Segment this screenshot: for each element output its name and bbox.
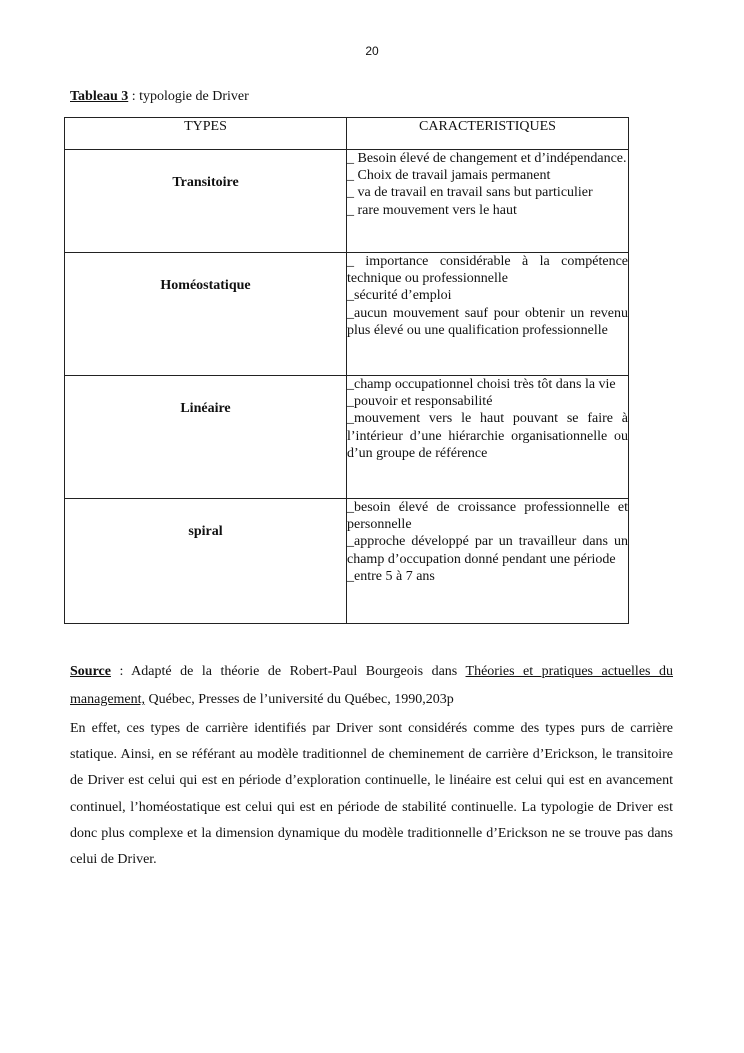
characteristics-cell	[347, 253, 629, 376]
characteristic-item: _ Choix de travail jamais permanent	[347, 168, 551, 184]
characteristics-cell	[347, 499, 629, 624]
source-suffix: Québec, Presses de l’université du Québec, 1990,203p	[145, 692, 454, 707]
type-cell	[65, 499, 347, 624]
characteristic-item: _sécurité d’emploi	[347, 288, 452, 304]
type-label: Homéostatique	[160, 278, 251, 293]
type-cell	[65, 376, 347, 499]
characteristic-item: _besoin élevé de croissance professionnelle et personnelle	[347, 500, 628, 533]
table-header-row	[65, 118, 629, 150]
source-prefix: : Adapté de la théorie de Robert-Paul Bourgeois dans	[110, 664, 466, 679]
table-row	[65, 376, 629, 499]
characteristics-cell	[347, 150, 629, 253]
characteristics-cell	[347, 376, 629, 499]
characteristic-item: _ va de travail en travail sans but particulier	[347, 185, 593, 201]
body-paragraph: En effet, ces types de carrière identifiés par Driver sont considérés comme des types purs de carrière statique. Ainsi, en se référant au modèle traditionnel de cheminement de carrière d’Erickson, le transitoire de Driver est celui qui est en période d’exploration continuelle, le linéaire est celui qui est en avancement continuel, l’homéostatique est celui qui est en période de stabilité continuelle. La typologie de Driver est donc plus complexe et la dimension dynamique du modèle traditionnelle d’Erickson ne se trouve pas dans celui de Driver.	[70, 721, 673, 868]
table-row	[65, 253, 629, 376]
source-book-title: Théories et pratiques actuelles du management,	[70, 664, 674, 707]
header-types: TYPES	[65, 118, 347, 150]
type-label: spiral	[188, 524, 223, 539]
characteristic-item: _ importance considérable à la compétence technique ou professionnelle	[347, 254, 628, 287]
characteristic-item: _aucun mouvement sauf pour obtenir un revenu plus élevé ou une qualification professionnelle	[347, 305, 628, 338]
page-number: 20	[365, 44, 379, 58]
table-row	[65, 499, 629, 624]
type-cell	[65, 150, 347, 253]
characteristic-item: _pouvoir et responsabilité	[347, 394, 493, 410]
header-characteristics: CARACTERISTIQUES	[347, 118, 629, 150]
table-row	[65, 150, 629, 253]
source-label: Source	[70, 664, 111, 679]
characteristic-item: _champ occupationnel choisi très tôt dans la vie	[347, 377, 616, 392]
characteristic-item: _ Besoin élevé de changement et d’indépendance.	[347, 151, 627, 166]
type-cell	[65, 253, 347, 376]
characteristic-item: _ rare mouvement vers le haut	[347, 202, 517, 218]
caption-text: : typologie de Driver	[128, 89, 249, 104]
characteristic-item: _mouvement vers le haut pouvant se faire à l’intérieur d’une hiérarchie organisationnelle ou d’un groupe de référence	[347, 411, 628, 461]
characteristic-item: _entre 5 à 7 ans	[347, 568, 435, 584]
type-label: Transitoire	[172, 175, 239, 190]
characteristic-item: _approche développé par un travailleur dans un champ d’occupation donné pendant une période	[347, 534, 628, 567]
table-caption	[70, 89, 249, 105]
caption-label: Tableau 3	[70, 89, 129, 104]
driver-typology-table	[64, 117, 629, 624]
type-label: Linéaire	[180, 401, 231, 416]
source-citation	[70, 658, 673, 714]
